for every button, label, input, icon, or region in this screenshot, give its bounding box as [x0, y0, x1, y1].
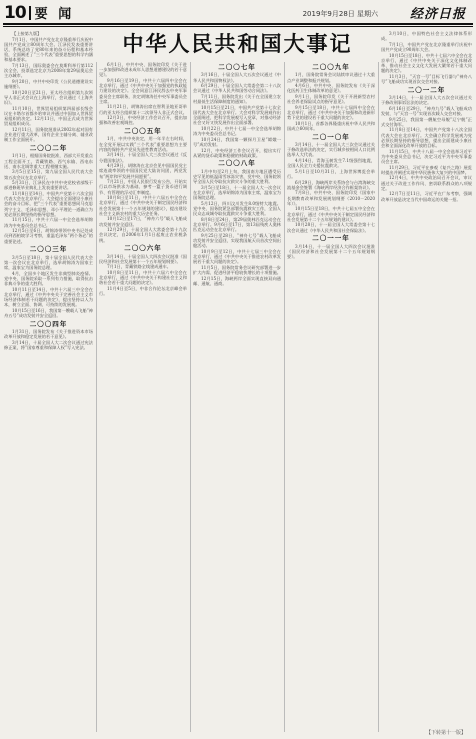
chronicle-entry: 10月15日至18日，中共十七届五中全会在北京举行，通过《中共中央关于制定国民经济和社会发展第十二个五年规划的建议》。	[287, 206, 375, 222]
year-heading: 二〇〇六年	[124, 244, 162, 253]
chronicle-entry: 4月，全国多个地区发生非典型肺炎疫情。党中央、国务院采取一系列有力措施，取得抗击非典斗争的重大胜利。	[4, 270, 93, 286]
chronicle-entry: 6月1日，中共中央、国务院印发《关于进一步加强和改进未成年人思想道德建设的若干意见》。	[99, 62, 187, 78]
column-rule	[284, 62, 285, 732]
chronicle-entry: 7月8日，中共中央、国务院印发《国家中长期教育改革和发展规划纲要（2010－2020年）》。	[287, 190, 375, 206]
chronicle-entry: 9月1日，国务院印发《关于开展新型农村社会养老保险试点的指导意见》。	[287, 93, 375, 105]
chronicle-entry: 10月11日至14日，中共十六届三中全会在北京举行，通过《中共中央关于完善社会主义市场经济体制若干问题的决定》，提出坚持以人为本，树立全面、协调、可持续的发展观。	[4, 286, 93, 308]
chronicle-entry: 7月11日，国务院发出《关于在全国建立农村最低生活保障制度的通知》。	[193, 93, 281, 105]
page-headline: 中华人民共和国大事记	[122, 32, 353, 56]
year-heading: 二〇〇四年	[29, 319, 68, 328]
chronicle-entry: 9月25日，我国第一艘航空母舰“辽宁舰”正式交付海军。	[381, 116, 472, 127]
chronicle-entry: 5月1日至10月31日，上海世界博览会举行。	[287, 168, 375, 179]
chronicle-entry: 6月29日，十届全国人大常委会第二十八次会议通过《中华人民共和国劳动合同法》。	[193, 83, 281, 94]
chronicle-entry: 10月22日，中共十七届一中全会选举胡锦涛为中央委员会总书记。	[193, 125, 281, 137]
chronicle-entry: 12月4日，中共中央政治局召开会议，审议通过关于改进工作作风、密切联系群众的八项规定。	[381, 175, 472, 191]
chronicle-entry: 8月8日至24日，第29届奥林匹克运动会在北京举行。9月6日至17日，第13届残疾人奥林匹克运动会在北京举行。	[193, 216, 281, 233]
chronicle-entry: 4月29日，胡锦涛在北京会见中国国民党主席连战率领的中国国民党大陆访问团，两党发布“两岸和平发展共同愿景”。	[99, 163, 187, 179]
chronicle-entry: 3月14日，十一届全国人大五次会议通过关于修改刑事诉讼法的决定。	[381, 94, 472, 106]
chronicle-entry: 1月1日，根据国务院批准，西部大开发重点工程全面开工，青藏铁路、西气东输、西电东送、南水北调等重大工程相继实施。	[4, 153, 93, 169]
chronicle-entry: 9月20日，中共中央印发《公民道德建设实施纲要》。	[4, 79, 93, 90]
chronicle-entry: 9月25日至28日，“神舟七号”载人飞船成功发射并安全返回，实现我国航天员首次空间出舱活动。	[193, 232, 281, 249]
year-heading: 二〇〇七年	[218, 63, 256, 71]
year-heading: 二〇一二年	[407, 85, 446, 94]
chronicle-entry: 12月5日至6日，胡锦涛带领中央书记处成员到西柏坡学习考察，重温毛泽东“两个务必”的重要论述。	[4, 228, 93, 244]
chronicle-entry: 5月12日，四川汶川发生8.0级特大地震。党中央、国务院紧急部署抗震救灾工作，全国人民众志成城夺取抗震救灾斗争重大胜利。	[193, 200, 281, 217]
chronicle-entry: 11月5日，国务院常务会议研究部署进一步扩大内需、促进经济平稳较快增长的十项措施。	[193, 264, 281, 275]
chronicle-entry: 10月9日至12日，中共十七届三中全会在北京举行，通过《中共中央关于推进农村改革发展若干重大问题的决定》。	[193, 248, 281, 265]
masthead	[4, 3, 472, 22]
year-heading: 二〇〇五年	[124, 127, 162, 135]
text-column-2	[99, 62, 187, 732]
chronicle-entry: 11月15日，中共十六届一中全会选举胡锦涛为中央委员会总书记。	[4, 217, 93, 228]
chronicle-entry: 11月4日至5日，中非合作论坛北京峰会举行。	[99, 285, 187, 297]
chronicle-entry: 【上接第九版】	[12, 31, 42, 36]
chronicle-entry: 11月8日至14日，中国共产党第十八次全国代表大会在北京举行。大会确立科学发展观为党必须长期坚持的指导思想，提出全面建成小康社会和全面深化改革开放的目标。	[381, 127, 472, 148]
year-heading: 二〇〇九年	[312, 63, 350, 71]
column-rule	[378, 62, 379, 732]
chronicle-entry: 10月20日至21日，亚太经合组织第九次领导人非正式会议在上海举行，会议通过《上海共识》。	[4, 89, 93, 106]
chronicle-entry: 12月29日，十届全国人大常委会第十九次会议决定，自2006年1月1日起废止农业税条例。	[99, 227, 187, 243]
chronicle-entry: 1月31日，国务院发布《关于推进资本市场改革开放和稳定发展的若干意见》。	[4, 328, 93, 340]
chronicle-entry: 1月，国务院常务会议陆续审议通过十大重点产业调整和振兴规划。	[287, 72, 375, 83]
year-heading: 二〇一〇年	[312, 132, 350, 141]
text-column-5	[381, 31, 472, 726]
continued-note: 【下转第十一版】	[425, 730, 466, 736]
chronicle-entry: 10月15日至21日，中国共产党第十七次全国代表大会在北京举行。大会对科学发展观作出全面阐述，把科学发展观写入党章，对推动经济社会又好又快发展作出全面部署。	[193, 104, 281, 126]
text-column-3	[193, 62, 281, 732]
chronicle-entry: 3月14日，十一届全国人大三次会议通过关于修改选举法的决定，实行城乡按相同人口比例选举人大代表。	[287, 141, 375, 158]
chronicle-entry: 3月14日，十一届全国人大四次会议批准《国民经济和社会发展第十二个五年规划纲要》。	[287, 243, 375, 259]
chronicle-entry: 1月中旬至2月上旬，我国南方地区遭受历史罕见的低温雨雪冰冻灾害，党中央、国务院领导全国人民夺取抗灾救灾斗争的重大胜利。	[193, 168, 281, 185]
chronicle-entry: 11月21日，胡锦涛出席在智利圣地亚哥举行的亚太经合组织第十二次领导人非正式会议。	[99, 104, 187, 115]
chronicle-entry: 10月8日至11日，中共十六届五中全会在北京举行，通过《中共中央关于制定国民经济和社会发展第十一个五年规划的建议》，提出建设社会主义新农村的重大历史任务。	[99, 195, 187, 216]
chronicle-entry: 7月1日，中国共产党在北京隆重举行庆祝中国共产党成立80周年大会。江泽民发表重要讲话，系统总结了党80年来的奋斗历程和基本经验，全面阐述了“三个代表”重要思想的科学内涵和基本要求。	[4, 36, 93, 63]
chronicle-entry: 3月10日，中国特色社会主义法律体系形成。	[381, 31, 472, 42]
chronicle-entry: 11月29日，习近平在参观《复兴之路》展览时提出并阐述实现中华民族伟大复兴的中国梦。	[381, 164, 472, 175]
chronicle-entry: 3月14日，十届全国人大四次会议批准《国民经济和社会发展第十一个五年规划纲要》。	[99, 253, 187, 264]
chronicle-entry: 12月11日，国务院批准从2002年起对国有企业进行重大改革，国有企业主辅分离、辅业改制工作全面展开。	[4, 127, 93, 143]
year-heading: 二〇〇八年	[218, 159, 256, 168]
chronicle-entry: 7月21日，中国人民银行发布公告，开始实行以市场供求为基础、参考一篮子货币进行调节、有管理的浮动汇率制度。	[99, 179, 187, 195]
chronicle-entry: 11月3日，“天宫一号”目标飞行器与“神舟八号”飞船成功实现首次交会对接。	[381, 73, 472, 84]
chronicle-entry: 10月1日，首都各界隆重庆祝中华人民共和国成立60周年。	[287, 120, 375, 131]
chronicle-entry: 9月15日至18日，中共十七届四中全会在北京举行，通过《中共中央关于加强和改进新形势下党的建设若干重大问题的决定》。	[287, 104, 375, 121]
column-rule	[96, 62, 97, 732]
year-heading: 二〇一一年	[312, 234, 350, 243]
chronicle-entry: 12月，中央经济工作会议召开，提出实行从紧的货币政策和稳健的财政政策。	[193, 147, 281, 158]
chronicle-entry: 5月31日，江泽民在中共中央党校省部级干部进修班毕业典礼上发表重要讲话。	[4, 180, 93, 191]
text-column-1	[4, 31, 93, 732]
chronicle-entry: 3月5日至18日，十一届全国人大一次会议在北京举行，选举胡锦涛为国家主席，温家宝为国务院总理。	[193, 184, 281, 201]
chronicle-entry: 3月5日至15日，第九届全国人民代表大会第五次会议在北京举行。	[4, 169, 93, 180]
chronicle-entry: 10月15日至16日，我国第一艘载人飞船“神舟五号”成功发射并安全返回。	[4, 307, 93, 318]
chronicle-entry: 9月16日至19日，中共十六届四中全会在北京举行，通过《中共中央关于加强党的执政能力建设的决定》。全会同意江泽民辞去中央军事委员会主席职务，决定胡锦涛任中央军事委员会主席。	[99, 78, 187, 104]
chronicle-entry: 7月13日，国际奥委会在莫斯科举行第112次全会，投票选定北京为2008年第29届奥运会主办城市。	[4, 63, 93, 79]
year-heading: 二〇〇三年	[29, 245, 68, 254]
chronicle-entry: 11月15日，中共十八届一中全会选举习近平为中央委员会总书记，决定习近平为中央军事委员会主席。	[381, 148, 472, 164]
chronicle-entry: 10月28日，十一届全国人大常委会第十七次会议通过《中华人民共和国社会保险法》。	[287, 222, 375, 233]
chronicle-entry: 12月3日，中央经济工作会议召开，提出加强和改善宏观调控。	[99, 115, 187, 126]
chronicle-entry: 3月16日，十届全国人大五次会议通过《中华人民共和国物权法》。	[193, 72, 281, 83]
chronicle-entry: 6月16日至29日，“神舟九号”载人飞船成功发射，与“天宫一号”实现首次载人交会对接。	[381, 105, 472, 116]
chronicle-entry: 11月10日，世界贸易组织第四届部长级会议在卡塔尔首都多哈审议并通过中国加入世界贸易组织的决定。12月11日，中国正式成为世界贸易组织成员。	[4, 105, 93, 127]
column-rule	[190, 62, 191, 732]
issue-date: 2019年9月28日 星期六	[302, 10, 378, 18]
masthead-rule	[3, 23, 473, 25]
chronicle-entry: 6月29日，海峡两岸关系协会与台湾海峡交流基金会签署《海峡两岸经济合作框架协议》。	[287, 179, 375, 190]
chronicle-entry: 10月12日至17日，“神舟六号”载人飞船成功发射并安全返回。	[99, 216, 187, 227]
chronicle-entry: 10月8日至11日，中共十六届六中全会在北京举行，通过《中共中央关于构建社会主义和谐社会若干重大问题的决定》。	[99, 269, 187, 286]
chronicle-entry: 10月15日至18日，中共十七届六中全会在北京举行，通过《中共中央关于深化文化体制改革、推动社会主义文化大发展大繁荣若干重大问题的决定》。	[381, 52, 472, 74]
chronicle-entry: 12月15日，海峡两岸全面实现直接双向通邮、通航、通商。	[193, 275, 281, 286]
chronicle-entry: 4月6日，中共中央、国务院发布《关于深化医药卫生体制改革的意见》。	[287, 83, 375, 94]
chronicle-entry: 3月14日，十届全国人大二次会议通过宪法修正案，将“国家尊重和保障人权”写入宪法。	[4, 339, 93, 350]
newspaper-logo: 经济日报	[409, 7, 466, 22]
chronicle-entry: 7月1日，中国共产党在北京隆重举行庆祝中国共产党成立90周年大会。	[381, 41, 472, 52]
chronicle-entry: 12月7日至11日，习近平在广东考察，强调改革开放是决定当代中国命运的关键一招。	[381, 191, 472, 202]
chronicle-entry: 7月1日，青藏铁路全线建成通车。	[107, 264, 171, 270]
chronicle-entry: 4月14日，青海玉树发生7.1级强烈地震，全国人民全力支援抗震救灾。	[287, 157, 375, 169]
chronicle-entry: 3月5日至18日，第十届全国人民代表大会第一次会议在北京举行，选举胡锦涛为国家主席，温家宝为国务院总理。	[4, 254, 93, 270]
masthead-rule-thin	[3, 26, 473, 27]
page-number: 10	[4, 3, 26, 23]
chronicle-entry: 1月，中共中央决定，用一年半左右时间，在全党开展以实践“三个代表”重要思想为主要内容的保持共产党员先进性教育活动。	[99, 136, 187, 152]
year-heading: 二〇〇二年	[29, 144, 68, 152]
chronicle-entry: 3月14日，十届全国人大三次会议通过《反分裂国家法》。	[99, 152, 187, 163]
chronicle-entry: 10月24日，我国第一颗探月卫星“嫦娥一号”成功发射。	[193, 136, 281, 147]
chronicle-entry: 11月8日至14日，中国共产党第十六次全国代表大会在北京举行。大会提出全面建设小康社会的奋斗目标，把“三个代表”重要思想同马克思列宁主义、毛泽东思想、邓小平理论一道确立为党必须长期坚持的指导思想。	[4, 190, 93, 217]
masthead-divider	[29, 6, 31, 20]
section-title: 要 闻	[34, 7, 75, 22]
text-column-4	[287, 62, 375, 732]
